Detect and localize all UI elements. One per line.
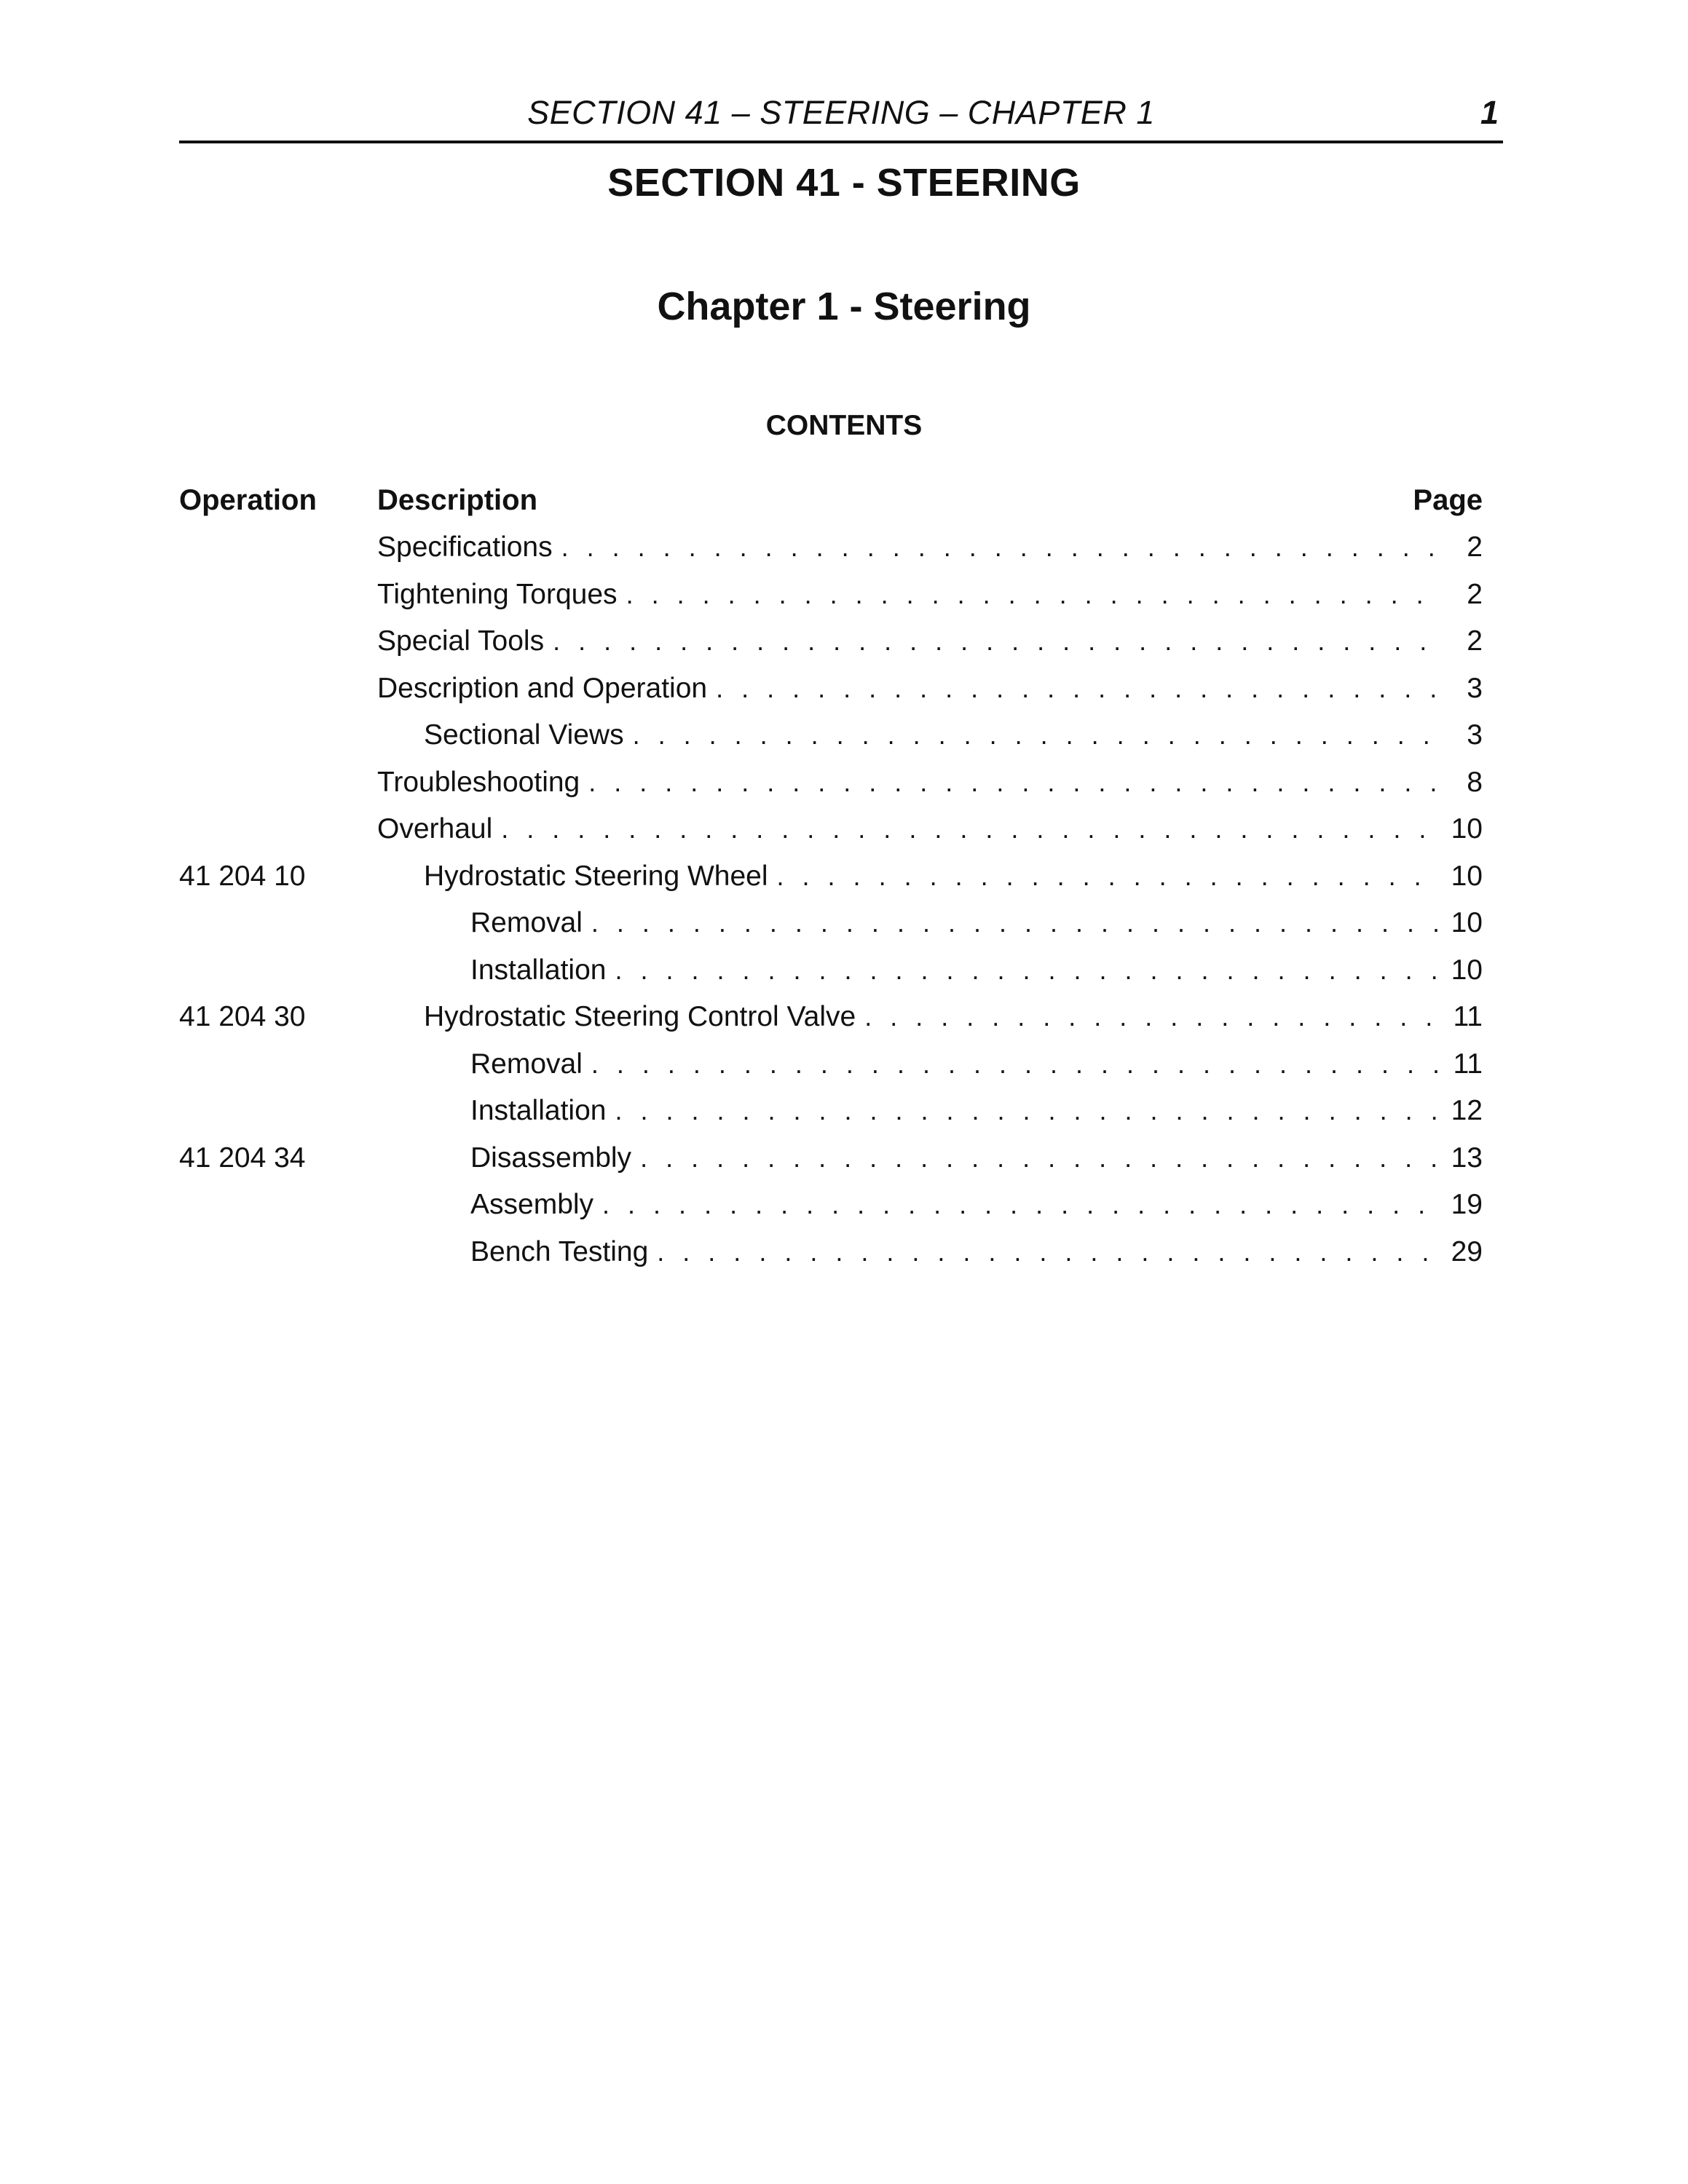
toc-entry-label[interactable]: Disassembly [470, 1142, 632, 1174]
operation-code: 41 204 10 [179, 860, 306, 892]
toc-page-number[interactable]: 29 [1451, 1235, 1483, 1267]
table-of-contents [179, 524, 1483, 1275]
toc-entry-label[interactable]: Specifications [377, 531, 553, 563]
toc-row[interactable] [179, 947, 1483, 994]
toc-entry[interactable] [470, 907, 1483, 939]
toc-entry-label[interactable]: Installation [470, 1095, 607, 1126]
toc-row[interactable] [179, 1041, 1483, 1088]
toc-entry[interactable] [470, 954, 1483, 986]
toc-page-number[interactable]: 10 [1451, 813, 1483, 844]
toc-page-number[interactable]: 2 [1467, 531, 1483, 563]
toc-entry-label[interactable]: Description and Operation [377, 672, 708, 704]
running-header [179, 91, 1503, 143]
toc-row[interactable] [179, 712, 1483, 759]
dot-leader [657, 1237, 1440, 1267]
toc-entry[interactable] [424, 860, 1483, 893]
dot-leader [615, 1096, 1440, 1126]
toc-page-number[interactable]: 11 [1453, 1048, 1483, 1080]
toc-entry-label[interactable]: Tightening Torques [377, 578, 618, 610]
toc-entry[interactable] [424, 1001, 1483, 1033]
dot-leader [501, 814, 1440, 844]
dot-leader [588, 767, 1440, 798]
dot-leader [864, 1002, 1440, 1032]
toc-entry[interactable] [377, 531, 1483, 563]
toc-row[interactable] [179, 665, 1483, 713]
toc-row[interactable] [179, 618, 1483, 665]
toc-entry[interactable] [424, 719, 1483, 751]
toc-entry[interactable] [470, 1095, 1483, 1127]
toc-entry-label[interactable]: Special Tools [377, 625, 545, 657]
toc-entry-label[interactable]: Hydrostatic Steering Wheel [424, 860, 768, 892]
toc-entry[interactable] [470, 1048, 1483, 1080]
toc-entry[interactable] [377, 625, 1483, 657]
toc-entry-label[interactable]: Overhaul [377, 813, 493, 844]
dot-leader [640, 1143, 1440, 1174]
dot-leader [633, 720, 1440, 751]
toc-row[interactable] [179, 994, 1483, 1041]
toc-entry-label[interactable]: Removal [470, 907, 583, 938]
dot-leader [716, 673, 1440, 704]
dot-leader [602, 1190, 1440, 1220]
toc-page-number[interactable]: 12 [1451, 1095, 1483, 1126]
toc-row[interactable] [179, 1182, 1483, 1229]
toc-page-number[interactable]: 2 [1467, 625, 1483, 657]
dot-leader [626, 579, 1440, 610]
toc-entry[interactable] [470, 1236, 1483, 1268]
toc-page-number[interactable]: 8 [1467, 766, 1483, 798]
contents-heading: CONTENTS [765, 410, 923, 441]
toc-row[interactable] [179, 806, 1483, 853]
toc-row[interactable] [179, 571, 1483, 619]
toc-entry[interactable] [377, 767, 1483, 799]
operation-code: 41 204 34 [179, 1142, 306, 1174]
toc-entry-label[interactable]: Troubleshooting [377, 766, 580, 798]
toc-page-number[interactable]: 3 [1467, 719, 1483, 751]
toc-page-number[interactable]: 10 [1451, 954, 1483, 986]
toc-row[interactable] [179, 1229, 1483, 1276]
operation-column-header: Operation [179, 484, 317, 516]
running-title: SECTION 41 – STEERING – CHAPTER 1 [527, 94, 1155, 131]
toc-entry-label[interactable]: Hydrostatic Steering Control Valve [424, 1001, 856, 1032]
dot-leader [591, 908, 1440, 938]
dot-leader [615, 955, 1440, 986]
toc-entry-label[interactable]: Assembly [470, 1189, 594, 1220]
toc-entry[interactable] [470, 1142, 1483, 1174]
toc-entry-label[interactable]: Bench Testing [470, 1235, 649, 1267]
toc-entry-label[interactable]: Sectional Views [424, 719, 624, 751]
section-title: SECTION 41 - STEERING [607, 161, 1081, 205]
toc-page-number[interactable]: 10 [1451, 860, 1483, 892]
toc-entry[interactable] [377, 579, 1483, 611]
chapter-title: Chapter 1 - Steering [657, 285, 1031, 328]
dot-leader [553, 626, 1440, 657]
toc-page-number[interactable]: 2 [1467, 578, 1483, 610]
toc-row[interactable] [179, 759, 1483, 807]
page-column-header: Page [1413, 484, 1483, 516]
toc-entry-label[interactable]: Removal [470, 1048, 583, 1080]
dot-leader [777, 861, 1440, 892]
toc-row[interactable] [179, 1135, 1483, 1182]
toc-page-number[interactable]: 3 [1467, 672, 1483, 704]
description-column-header: Description [377, 484, 538, 516]
toc-row[interactable] [179, 524, 1483, 571]
toc-page-number[interactable]: 19 [1451, 1189, 1483, 1220]
toc-row[interactable] [179, 1088, 1483, 1135]
toc-page-number[interactable]: 10 [1451, 907, 1483, 938]
toc-row[interactable] [179, 853, 1483, 901]
toc-page-number[interactable]: 13 [1451, 1142, 1483, 1174]
toc-row[interactable] [179, 900, 1483, 947]
toc-entry-label[interactable]: Installation [470, 954, 607, 986]
page-number: 1 [1480, 94, 1499, 131]
dot-leader [561, 532, 1440, 563]
toc-page-number[interactable]: 11 [1453, 1001, 1483, 1032]
toc-entry[interactable] [377, 673, 1483, 705]
toc-entry[interactable] [377, 813, 1483, 845]
operation-code: 41 204 30 [179, 1001, 306, 1032]
dot-leader [591, 1049, 1440, 1080]
toc-entry[interactable] [470, 1189, 1483, 1221]
